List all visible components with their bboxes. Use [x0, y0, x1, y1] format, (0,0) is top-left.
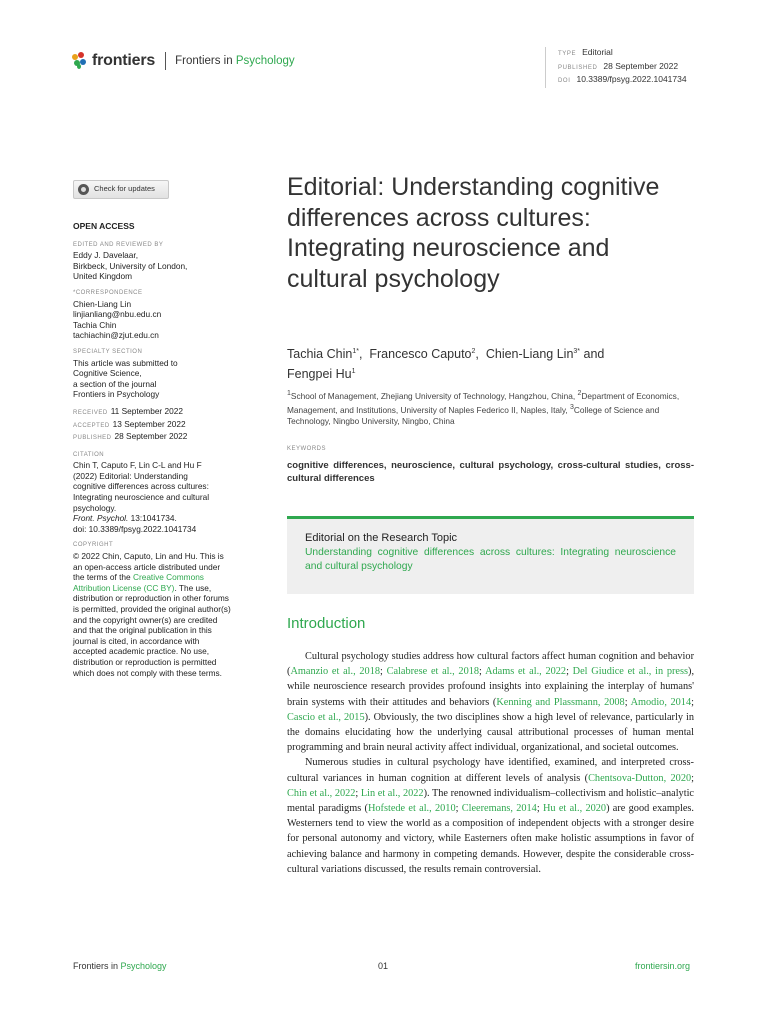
paragraph-text: ) are good examples. Westerners tend to view the world as a composition of independent objects with a stronger desire for personal autonomy and victory, while Easterners often make holistic assumptions in favor of achieving balance and harmony in competing demands. However, despite the considerable cross-cultural variations discussed, the results remain controversial. — [287, 803, 694, 875]
correspondence: Chien-Liang Lin linjianliang@nbu.edu.cn Tachia Chin tachiachin@zjut.edu.cn — [73, 299, 233, 341]
citation-link[interactable]: Cleeremans, 2014 — [461, 803, 537, 815]
affiliations: $^1$School of Management, Zhejiang University of Technology, Hangzhou, China, $^2$Department of Economics, Management, and Institutions, University of Naples Federico II, Naples, Italy, $^3$College of Science and Technology, Ningbo University, Ningbo, China — [287, 390, 680, 426]
paragraph-text: ). Obviously, the two disciplines show a high level of relevance, particularly in the domains elucidating how the underlying causal attributional processes of human mental programming and brain neural activity affect individual, organizational, and societal outcomes. — [287, 711, 694, 754]
check-for-updates-button[interactable] — [73, 180, 169, 199]
keywords: cognitive differences, neuroscience, cultural psychology, cross-cultural studies, cross-cultural differences — [287, 460, 694, 484]
paragraph — [287, 649, 694, 755]
citation: Chin T, Caputo F, Lin C-L and Hu F (2022) Editorial: Understanding cognitive differences across cultures: Integrating neuroscience and cultural psychology. Front. Psychol. 13:1041734. doi: 10.3389/fpsyg.2022.1041734 — [73, 460, 233, 534]
article-meta — [545, 47, 687, 88]
accepted-date: 13 September 2022 — [112, 418, 186, 429]
email-link[interactable]: linjianliang@nbu.edu.cn — [73, 309, 162, 320]
check-updates-icon — [78, 184, 89, 195]
published-value: 28 September 2022 — [603, 60, 679, 71]
published-label: PUBLISHED — [558, 64, 598, 71]
logo-divider — [165, 52, 166, 70]
research-topic-link[interactable]: Understanding cognitive differences across cultures: Integrating neuroscience and cultural psychology — [305, 547, 676, 572]
paragraph-text: ; — [455, 803, 462, 815]
citation-link[interactable]: Cascio et al., 2015 — [287, 711, 365, 723]
citation-link[interactable]: Chin et al., 2022 — [287, 787, 356, 799]
citation-link[interactable]: Hofstede et al., 2010 — [367, 803, 456, 815]
correspondence-label: *CORRESPONDENCE — [73, 289, 143, 296]
citation-link[interactable]: Calabrese et al., 2018 — [386, 666, 480, 678]
paragraph-text: ; — [691, 696, 694, 708]
author-name[interactable]: Fengpei Hu — [287, 367, 352, 382]
doi-value[interactable]: 10.3389/fpsyg.2022.1041734 — [576, 74, 687, 84]
author-name[interactable]: Chien-Liang Lin — [485, 347, 574, 362]
footer-journal: Frontiers in Psychology — [73, 961, 167, 971]
article-body — [287, 649, 694, 877]
sidebar — [73, 180, 233, 678]
type-value: Editorial — [582, 47, 613, 57]
check-updates-label: Check for updates — [94, 184, 155, 194]
author-list: Tachia Chin$^{1*}$, Francesco Caputo$^2$, Chien-Liang Lin$^{3*}$ and Fengpei Hu$^1$ — [287, 347, 605, 382]
edited-by: Eddy J. Davelaar, Birkbeck, University of London, United Kingdom — [73, 250, 188, 282]
citation-link[interactable]: Kenning and Plassmann, 2008 — [496, 696, 625, 708]
research-topic-box — [287, 516, 694, 594]
paragraph-text: ; — [380, 666, 387, 678]
citation-link[interactable]: Amanzio et al., 2018 — [290, 666, 380, 678]
paragraph-text: ; — [355, 787, 361, 799]
brand-name: frontiers — [92, 52, 156, 69]
citation-link[interactable]: Del Giudice et al., in press — [572, 666, 689, 678]
paragraph-text: Numerous studies in cultural psychology have identified, examined, and interpreted cross-cultural variances in human cognition at different levels of analysis ( — [287, 757, 694, 784]
copyright-label: COPYRIGHT — [73, 542, 114, 549]
citation-link[interactable]: Lin et al., 2022 — [360, 787, 424, 799]
citation-link[interactable]: Adams et al., 2022 — [485, 666, 567, 678]
paragraph-text: ; — [479, 666, 486, 678]
edited-label: EDITED AND REVIEWED BY — [73, 241, 164, 248]
cc-by-license-link[interactable]: Creative Commons Attribution License (CC BY) — [73, 572, 204, 593]
specialty-label: SPECIALTY SECTION — [73, 348, 143, 355]
dates: RECEIVED 11 September 2022 ACCEPTED 13 September 2022 PUBLISHED 28 September 2022 — [73, 405, 188, 442]
author-name[interactable]: Francesco Caputo — [369, 347, 472, 362]
type-label: TYPE — [558, 51, 577, 57]
citation-label: CITATION — [73, 451, 105, 458]
journal-name[interactable]: Frontiers in Psychology — [175, 55, 295, 67]
frontiers-logo[interactable] — [72, 52, 295, 70]
open-access-label: OPEN ACCESS — [73, 221, 135, 231]
citation-link[interactable]: Hu et al., 2020 — [542, 803, 607, 815]
specialty-section: This article was submitted to Cognitive Science, a section of the journal Frontiers in Psychology — [73, 357, 178, 400]
research-topic-label: Editorial on the Research Topic — [305, 532, 458, 544]
paragraph-text: Cultural psychology studies address how cultural factors affect human cognition and behavior ( — [287, 651, 694, 678]
copyright-text: © 2022 Chin, Caputo, Lin and Hu. This is an open-access article distributed under the terms of the Creative Commons Attribution License (CC BY). The use, distribution or reproduction in other forums is permitted, provided the original author(s) and the copyright owner(s) are credited and that the original publication in this journal is cited, in accordance with accepted academic practice. No use, distribution or reproduction is permitted which does not comply with these terms. — [73, 551, 231, 678]
published-date: 28 September 2022 — [114, 431, 188, 442]
paragraph-text: ; — [566, 666, 573, 678]
author-name[interactable]: Tachia Chin — [287, 347, 353, 362]
paragraph-text: ; — [691, 772, 694, 784]
frontiers-logo-icon — [72, 52, 88, 70]
citation-link[interactable]: Amodio, 2014 — [630, 696, 692, 708]
keywords-label: KEYWORDS — [287, 446, 327, 452]
paragraph — [287, 755, 694, 877]
footer-site-link[interactable]: frontiersin.org — [635, 961, 691, 971]
page-number: 01 — [378, 961, 389, 971]
paragraph-text: ), while neuroscience research provides profound insights into explaining the interplay of humans' brain systems with their attitudes and behaviors ( — [287, 666, 695, 708]
received-date: 11 September 2022 — [110, 405, 183, 416]
article-title: Editorial: Understanding cognitive differences across cultures: Integrating neuroscience and cultural psychology — [287, 173, 660, 293]
doi-label: DOI — [558, 78, 571, 84]
citation-doi[interactable]: doi: 10.3389/fpsyg.2022.1041734 — [73, 523, 197, 534]
paragraph-text: ; — [624, 696, 631, 708]
paragraph-text: ; — [536, 803, 543, 815]
citation-link[interactable]: Chentsova-Dutton, 2020 — [588, 772, 692, 784]
paragraph-text: ). The renowned individualism–collectivism and holistic–analytic mental paradigms ( — [287, 787, 694, 815]
email-link[interactable]: tachiachin@zjut.edu.cn — [73, 330, 159, 341]
section-heading-introduction: Introduction — [287, 615, 366, 632]
